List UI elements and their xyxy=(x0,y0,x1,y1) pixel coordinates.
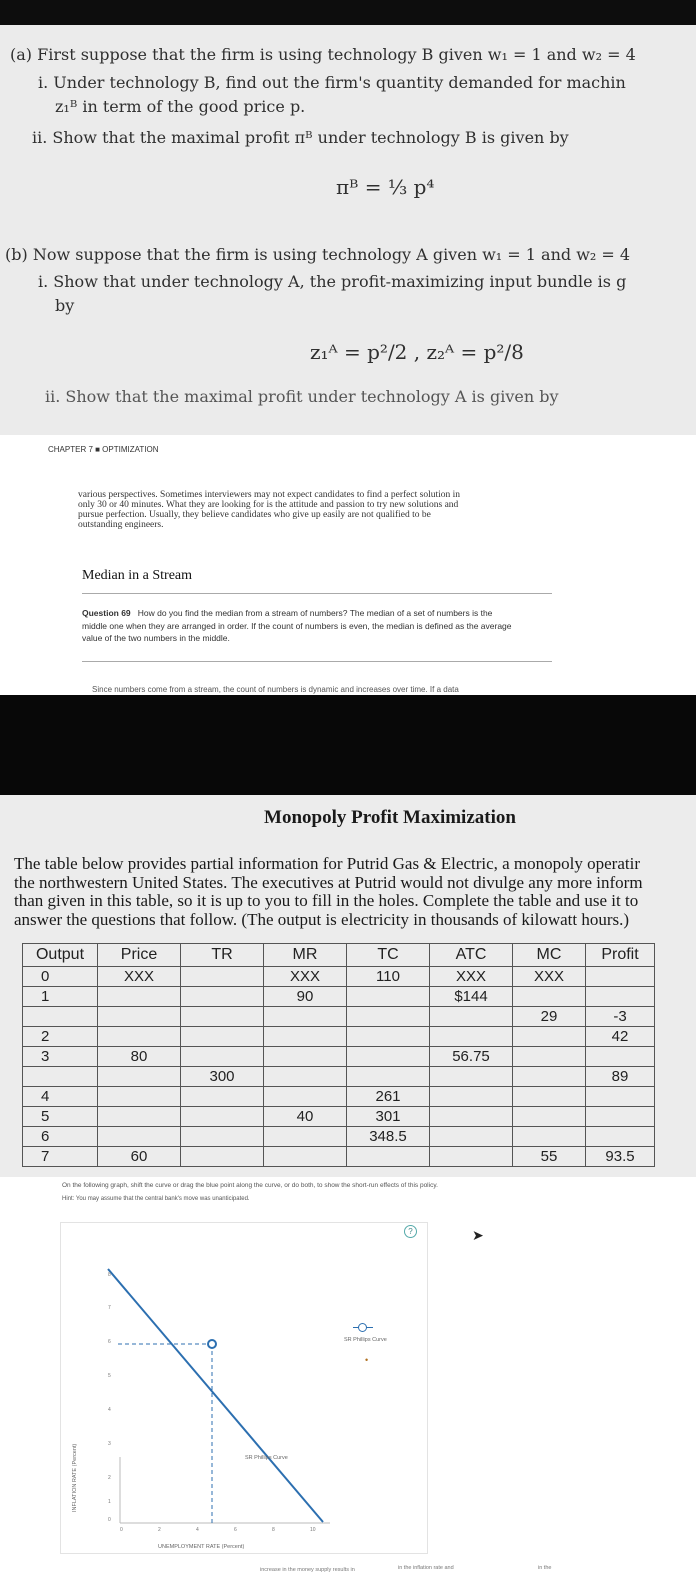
cut-off-line: Since numbers come from a stream, the count of numbers is dynamic and increases over time. If a data xyxy=(92,685,459,694)
table-cell: 55 xyxy=(513,1147,586,1167)
section-heading: Median in a Stream xyxy=(82,568,193,583)
table-row xyxy=(23,1107,655,1127)
divider xyxy=(82,661,552,662)
table-cell[interactable] xyxy=(586,967,655,987)
table-cell[interactable] xyxy=(513,1067,586,1087)
part-b-i-line2: by xyxy=(55,296,75,315)
part-b-ii-text: ii. Show that the maximal profit under technology A is given by xyxy=(45,387,559,406)
chapter-header: CHAPTER 7 ■ OPTIMIZATION xyxy=(48,445,159,454)
table-row xyxy=(23,987,655,1007)
table-row xyxy=(23,1047,655,1067)
phillips-graph[interactable] xyxy=(0,1177,696,1592)
table-cell: 2 xyxy=(23,1027,98,1047)
table-cell[interactable] xyxy=(430,1087,513,1107)
table-cell[interactable] xyxy=(181,1027,264,1047)
table-cell[interactable] xyxy=(513,1127,586,1147)
table-cell: XXX xyxy=(98,967,181,987)
table-cell[interactable] xyxy=(181,1107,264,1127)
y-tick: 0 xyxy=(108,1517,111,1523)
monopoly-intro xyxy=(14,855,643,929)
table-cell[interactable] xyxy=(347,1027,430,1047)
part-b-formula: z₁ᴬ = p²/2 , z₂ᴬ = p²/8 xyxy=(310,340,524,364)
question-line: middle one when they are arranged in order. If the count of numbers is even, the median is defined as the average xyxy=(82,620,512,631)
table-cell: 348.5 xyxy=(347,1127,430,1147)
table-cell[interactable] xyxy=(98,987,181,1007)
table-cell: XXX xyxy=(264,967,347,987)
table-cell: 301 xyxy=(347,1107,430,1127)
table-cell[interactable] xyxy=(513,1107,586,1127)
table-cell[interactable] xyxy=(23,1067,98,1087)
table-cell[interactable] xyxy=(586,1087,655,1107)
table-cell[interactable] xyxy=(181,1087,264,1107)
table-cell[interactable] xyxy=(586,1047,655,1067)
table-cell[interactable] xyxy=(98,1007,181,1027)
table-cell[interactable] xyxy=(586,987,655,1007)
dark-band xyxy=(0,695,696,795)
table-cell[interactable] xyxy=(586,1107,655,1127)
y-tick: 1 xyxy=(108,1499,111,1505)
paragraph-line: various perspectives. Sometimes interviewers may not expect candidates to find a perfect solution in xyxy=(78,490,460,500)
curve-label: SR Phillips Curve xyxy=(245,1455,288,1461)
table-cell[interactable] xyxy=(513,1027,586,1047)
table-cell: -3 xyxy=(586,1007,655,1027)
table-cell: 7 xyxy=(23,1147,98,1167)
question-label: Question 69 xyxy=(82,608,131,618)
table-row xyxy=(23,1007,655,1027)
graph-hint: Hint: You may assume that the central bank's move was unanticipated. xyxy=(62,1196,250,1202)
table-cell: 5 xyxy=(23,1107,98,1127)
intro-line: answer the questions that follow. (The output is electricity in thousands of kilowatt hours.) xyxy=(14,909,630,929)
table-cell[interactable] xyxy=(98,1087,181,1107)
table-cell: 1 xyxy=(23,987,98,1007)
table-cell: 0 xyxy=(23,967,98,987)
table-cell: 56.75 xyxy=(430,1047,513,1067)
table-cell[interactable] xyxy=(430,1007,513,1027)
table-cell[interactable] xyxy=(23,1007,98,1027)
table-cell[interactable] xyxy=(264,1067,347,1087)
table-header-row xyxy=(23,944,655,967)
equilibrium-point[interactable] xyxy=(208,1340,216,1348)
table-cell[interactable] xyxy=(513,1087,586,1107)
column-header-atc: ATC xyxy=(430,944,513,967)
table-row xyxy=(23,967,655,987)
table-cell: $144 xyxy=(430,987,513,1007)
sr-phillips-curve[interactable] xyxy=(108,1269,323,1522)
table-cell[interactable] xyxy=(181,967,264,987)
pin-icon[interactable]: • xyxy=(365,1355,369,1365)
table-cell[interactable] xyxy=(347,1007,430,1027)
monopoly-title: Monopoly Profit Maximization xyxy=(264,807,516,828)
table-cell[interactable] xyxy=(347,1067,430,1087)
monopoly-panel xyxy=(0,795,696,1177)
table-cell[interactable] xyxy=(98,1107,181,1127)
y-tick: 3 xyxy=(108,1441,111,1447)
table-cell[interactable] xyxy=(264,1007,347,1027)
x-axis-label: UNEMPLOYMENT RATE (Percent) xyxy=(158,1544,245,1550)
table-cell: 6 xyxy=(23,1127,98,1147)
table-row xyxy=(23,1027,655,1047)
table-cell[interactable] xyxy=(181,1147,264,1167)
column-header-mc: MC xyxy=(513,944,586,967)
table-cell[interactable] xyxy=(264,1087,347,1107)
graph-instruction: On the following graph, shift the curve or drag the blue point along the curve, or do both, to show the short-run effects of this policy. xyxy=(62,1182,438,1189)
table-cell[interactable] xyxy=(98,1027,181,1047)
y-tick: 8 xyxy=(108,1272,111,1278)
y-tick: 4 xyxy=(108,1407,111,1413)
table-row xyxy=(23,1147,655,1167)
table-cell[interactable] xyxy=(98,1127,181,1147)
help-icon[interactable]: ? xyxy=(404,1225,417,1238)
column-header-tc: TC xyxy=(347,944,430,967)
table-cell: 90 xyxy=(264,987,347,1007)
table-cell: 261 xyxy=(347,1087,430,1107)
textbook-panel xyxy=(0,435,696,695)
x-tick: 0 xyxy=(120,1527,123,1533)
table-cell[interactable] xyxy=(98,1067,181,1087)
table-cell: XXX xyxy=(430,967,513,987)
table-cell[interactable] xyxy=(264,1027,347,1047)
table-cell[interactable] xyxy=(513,1047,586,1067)
x-tick: 2 xyxy=(158,1527,161,1533)
table-cell[interactable] xyxy=(347,987,430,1007)
legend-label: SR Phillips Curve xyxy=(344,1337,387,1343)
part-a-text: (a) First suppose that the firm is using technology B given w₁ = 1 and w₂ = 4 xyxy=(10,45,636,64)
part-b-i-line1: i. Show that under technology A, the profit-maximizing input bundle is g xyxy=(38,272,627,291)
monopoly-table xyxy=(22,943,655,1167)
table-cell[interactable] xyxy=(181,1007,264,1027)
y-tick: 6 xyxy=(108,1339,111,1345)
y-axis-label: INFLATION RATE (Percent) xyxy=(72,1443,78,1512)
part-a-i-line1: i. Under technology B, find out the firm's quantity demanded for machin xyxy=(38,73,626,92)
table-cell[interactable] xyxy=(181,1047,264,1067)
table-cell: 110 xyxy=(347,967,430,987)
table-cell: 3 xyxy=(23,1047,98,1067)
paragraph-line: only 30 or 40 minutes. What they are looking for is the attitude and passion to try new solutions and xyxy=(78,500,459,510)
table-cell[interactable] xyxy=(347,1147,430,1167)
table-cell[interactable] xyxy=(430,1027,513,1047)
y-tick: 2 xyxy=(108,1475,111,1481)
table-cell: 29 xyxy=(513,1007,586,1027)
table-row xyxy=(23,1067,655,1087)
table-row xyxy=(23,1087,655,1107)
question-line: value of the two numbers in the middle. xyxy=(82,633,230,643)
table-cell: 40 xyxy=(264,1107,347,1127)
table-cell[interactable] xyxy=(181,1127,264,1147)
table-cell: 93.5 xyxy=(586,1147,655,1167)
question-block xyxy=(82,607,562,645)
table-cell: 42 xyxy=(586,1027,655,1047)
table-cell[interactable] xyxy=(430,1147,513,1167)
legend-marker-icon[interactable] xyxy=(358,1323,367,1332)
intro-paragraph xyxy=(78,490,558,530)
question-line: How do you find the median from a stream of numbers? The median of a set of numbers is the xyxy=(137,608,493,618)
x-tick: 4 xyxy=(196,1527,199,1533)
paragraph-line: outstanding engineers. xyxy=(78,520,164,530)
part-a-ii-text: ii. Show that the maximal profit πᴮ under technology B is given by xyxy=(32,128,569,147)
mouse-cursor-icon: ➤ xyxy=(472,1227,484,1243)
y-tick: 7 xyxy=(108,1305,111,1311)
table-cell[interactable] xyxy=(586,1127,655,1147)
column-header-profit: Profit xyxy=(586,944,655,967)
table-cell[interactable] xyxy=(430,1067,513,1087)
x-tick: 10 xyxy=(310,1527,316,1533)
part-a-i-line2: z₁ᴮ in term of the good price p. xyxy=(55,97,306,116)
column-header-mr: MR xyxy=(264,944,347,967)
table-cell: 300 xyxy=(181,1067,264,1087)
column-header-price: Price xyxy=(98,944,181,967)
table-cell[interactable] xyxy=(264,1147,347,1167)
divider xyxy=(82,593,552,594)
table-cell: XXX xyxy=(513,967,586,987)
column-header-tr: TR xyxy=(181,944,264,967)
part-b-text: (b) Now suppose that the firm is using technology A given w₁ = 1 and w₂ = 4 xyxy=(5,245,631,264)
answer-text-2: in the inflation rate and xyxy=(398,1565,454,1571)
table-cell[interactable] xyxy=(181,987,264,1007)
table-cell[interactable] xyxy=(430,1107,513,1127)
table-cell: 80 xyxy=(98,1047,181,1067)
intro-line: the northwestern United States. The executives at Putrid would not divulge any more inform xyxy=(14,872,643,892)
table-cell: 4 xyxy=(23,1087,98,1107)
x-tick: 6 xyxy=(234,1527,237,1533)
x-tick: 8 xyxy=(272,1527,275,1533)
paragraph-line: pursue perfection. Usually, they believe candidates who give up easily are not qualified to be xyxy=(78,510,431,520)
y-tick: 5 xyxy=(108,1373,111,1379)
column-header-output: Output xyxy=(23,944,98,967)
table-cell[interactable] xyxy=(513,987,586,1007)
answer-text-3: in the xyxy=(538,1565,552,1571)
phillips-panel xyxy=(0,1177,696,1592)
part-a-formula: πᴮ = ⅓ p⁴ xyxy=(336,175,435,199)
table-cell: 60 xyxy=(98,1147,181,1167)
answer-text-1: increase in the money supply results in xyxy=(260,1567,355,1573)
intro-line: The table below provides partial information for Putrid Gas & Electric, a monopoly operatir xyxy=(14,854,640,873)
table-cell[interactable] xyxy=(430,1127,513,1147)
table-cell[interactable] xyxy=(264,1127,347,1147)
table-cell: 89 xyxy=(586,1067,655,1087)
intro-line: than given in this table, so it is up to you to fill in the holes. Complete the table and use it to xyxy=(14,891,639,910)
table-cell[interactable] xyxy=(264,1047,347,1067)
econ-problem-panel xyxy=(0,25,696,435)
table-row xyxy=(23,1127,655,1147)
table-cell[interactable] xyxy=(347,1047,430,1067)
